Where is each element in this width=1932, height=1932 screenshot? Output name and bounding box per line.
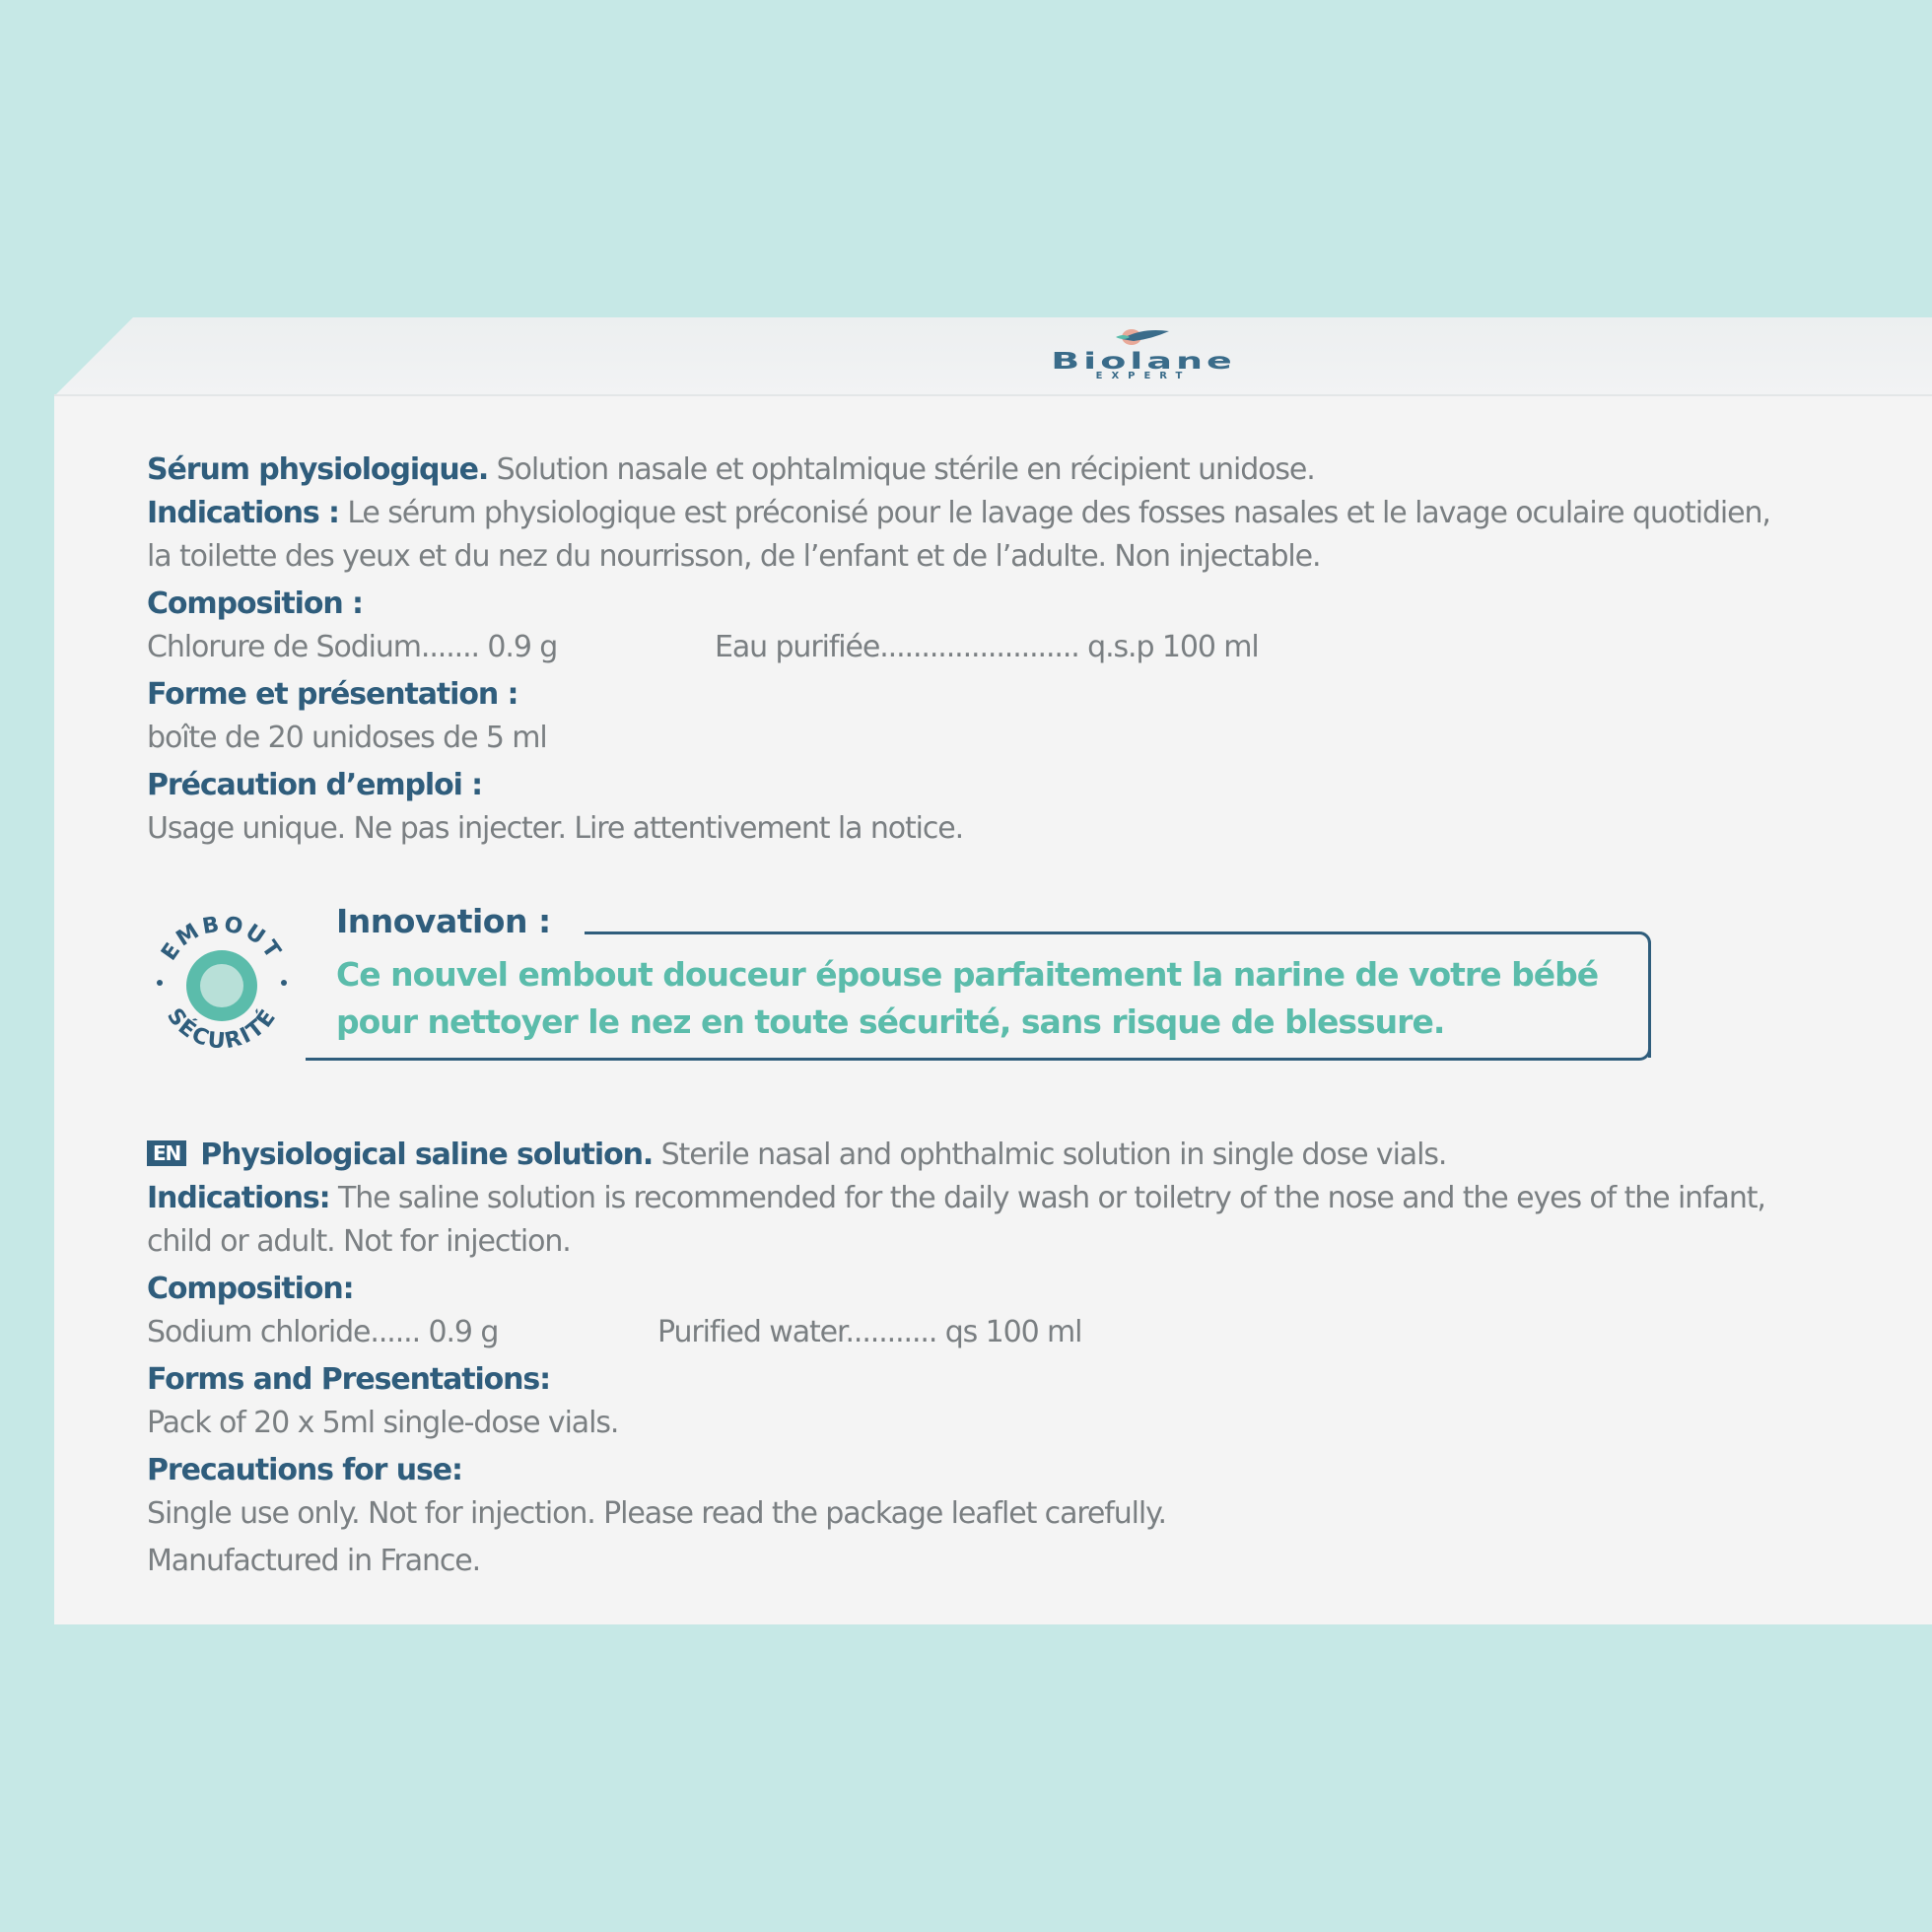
badge-top-text: EMBOUT [157,912,287,966]
en-composition-row [147,1311,1911,1354]
fr-composition-item: Chlorure de Sodium....... 0.9 g [147,630,558,664]
language-tag: EN [147,1140,186,1166]
innovation-callout [138,902,1656,1079]
en-indications-line2: child or adult. Not for injection. [147,1224,571,1259]
innovation-line: Ce nouvel embout douceur épouse parfaitement la narine de votre bébé [336,955,1599,994]
fr-composition-item: Eau purifiée........................ q.s.p 100 ml [715,630,1259,664]
en-forms-text: Pack of 20 x 5ml single-dose vials. [147,1406,619,1440]
brand-name: Biolane [1051,347,1236,375]
en-precautions-label: Precautions for use: [147,1453,462,1487]
fr-precaution-label: Précaution d’emploi : [147,768,483,802]
french-section [147,448,1911,851]
en-indications-label: Indications: [147,1181,330,1215]
en-title-bold: Physiological saline solution. [200,1138,654,1172]
en-forms-label: Forms and Presentations: [147,1362,551,1397]
fr-indications-line1 [147,492,1911,535]
innovation-text [336,951,1598,1046]
en-composition-item: Sodium chloride...... 0.9 g [147,1315,499,1349]
leaf-icon [1112,325,1175,349]
fr-forme-text: boîte de 20 unidoses de 5 ml [147,721,547,755]
innovation-title: Innovation : [336,902,551,940]
innovation-line: pour nettoyer le nez en toute sécurité, sans risque de blessure. [336,1002,1445,1041]
english-section [147,1134,1911,1583]
en-composition-label: Composition: [147,1272,354,1306]
badge-bottom-text: SÉCURITÉ [162,1003,282,1055]
fr-title-rest: Solution nasale et ophtalmique stérile en récipient unidose. [496,452,1315,487]
en-precautions-text: Single use only. Not for injection. Please read the package leaflet carefully. [147,1496,1166,1531]
fr-precaution-text: Usage unique. Ne pas injecter. Lire attentivement la notice. [147,811,964,846]
manufactured-text: Manufactured in France. [147,1544,481,1578]
fr-indications-label: Indications : [147,496,339,530]
en-composition-item: Purified water........... qs 100 ml [657,1315,1082,1349]
fr-indications-text1: Le sérum physiologique est préconisé pour le lavage des fosses nasales et le lavage oculaire quotidien, [347,496,1770,530]
fr-title-bold: Sérum physiologique. [147,452,489,487]
fr-composition-label: Composition : [147,586,363,621]
fr-title-line [147,448,1911,492]
safety-tip-badge [138,902,306,1070]
en-title-rest: Sterile nasal and ophthalmic solution in single dose vials. [660,1138,1447,1172]
brand-logo [946,333,1341,392]
en-title-line [147,1134,1911,1177]
fr-forme-label: Forme et présentation : [147,677,518,712]
brand-sub: EXPERT [1095,371,1192,381]
fr-composition-row [147,626,1911,669]
fr-indications-line2: la toilette des yeux et du nez du nourrisson, de l’enfant et de l’adulte. Non injectable. [147,539,1321,574]
en-indications-text1: The saline solution is recommended for the daily wash or toiletry of the nose and the eyes of the infant, [338,1181,1765,1215]
en-indications-line1 [147,1177,1911,1220]
